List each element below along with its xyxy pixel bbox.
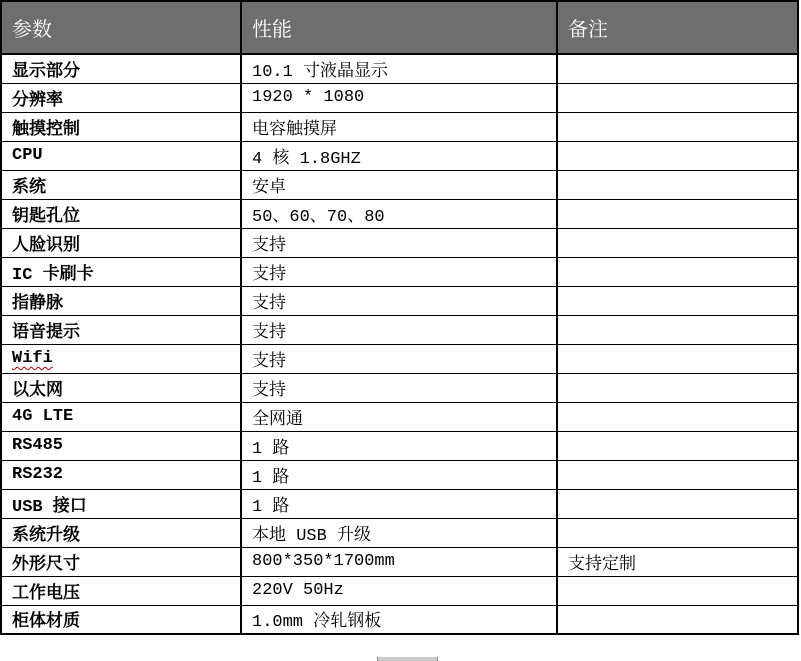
param-cell [1,547,241,576]
note-cell: 支持定制 [557,547,798,576]
table-row [1,199,798,228]
note-cell [557,141,798,170]
table-row [1,141,798,170]
table-row [1,576,798,605]
column-header-value: 性能 [241,1,557,54]
note-cell [557,54,798,83]
param-cell [1,199,241,228]
value-cell: 220V 50Hz [241,576,557,605]
value-cell: 支持 [241,344,557,373]
param-cell [1,373,241,402]
param-label: 触摸控制 [12,120,80,140]
param-label: 以太网 [12,381,63,401]
table-row [1,518,798,547]
value-cell: 4 核 1.8GHZ [241,141,557,170]
table-row [1,373,798,402]
note-cell [557,431,798,460]
value-cell: 安卓 [241,170,557,199]
table-row [1,431,798,460]
param-cell [1,431,241,460]
param-label: 外形尺寸 [12,555,80,575]
value-cell: 本地 USB 升级 [241,518,557,547]
param-cell [1,402,241,431]
param-label: 系统升级 [12,526,80,546]
table-row [1,170,798,199]
param-cell [1,605,241,634]
value-cell: 支持 [241,373,557,402]
param-cell [1,518,241,547]
column-header-note: 备注 [557,1,798,54]
param-label: IC 卡刷卡 [12,265,94,285]
param-cell [1,83,241,112]
column-header-param: 参数 [1,1,241,54]
note-cell [557,199,798,228]
param-label: 4G LTE [12,407,74,426]
table-row [1,83,798,112]
table-row [1,228,798,257]
note-cell [557,518,798,547]
note-cell [557,576,798,605]
value-cell: 支持 [241,315,557,344]
param-label: RS485 [12,436,64,455]
param-label: 指静脉 [12,294,63,314]
note-cell [557,228,798,257]
param-label: 工作电压 [12,584,80,604]
table-row [1,315,798,344]
value-cell: 支持 [241,286,557,315]
note-cell [557,402,798,431]
note-cell [557,344,798,373]
param-cell [1,460,241,489]
table-row [1,460,798,489]
note-cell [557,112,798,141]
param-label: 分辨率 [12,91,63,111]
header-row [1,1,798,54]
table-row [1,257,798,286]
note-cell [557,605,798,634]
value-cell: 800*350*1700mm [241,547,557,576]
param-label: 显示部分 [12,62,80,82]
param-cell [1,576,241,605]
value-cell: 支持 [241,257,557,286]
value-cell: 1.0mm 冷轧钢板 [241,605,557,634]
value-cell: 1920 * 1080 [241,83,557,112]
spec-table-body [1,54,798,634]
param-label: RS232 [12,465,64,484]
param-cell [1,112,241,141]
table-row [1,344,798,373]
param-cell [1,344,241,373]
value-cell: 电容触摸屏 [241,112,557,141]
note-cell [557,460,798,489]
param-label: 柜体材质 [12,613,80,633]
param-label: CPU [12,146,43,165]
param-label: Wifi [12,349,53,368]
spec-table-header [1,1,798,54]
param-cell [1,257,241,286]
note-cell [557,170,798,199]
next-table-fragment [377,657,438,661]
note-cell [557,83,798,112]
note-cell [557,373,798,402]
param-cell [1,315,241,344]
value-cell: 1 路 [241,460,557,489]
table-row [1,605,798,634]
param-label: 钥匙孔位 [12,207,80,227]
value-cell: 支持 [241,228,557,257]
param-cell [1,228,241,257]
param-cell [1,54,241,83]
param-label: USB 接口 [12,497,87,517]
param-label: 系统 [12,178,46,198]
param-label: 人脸识别 [12,236,80,256]
value-cell: 1 路 [241,431,557,460]
param-cell [1,489,241,518]
value-cell: 50、60、70、80 [241,199,557,228]
table-row [1,547,798,576]
value-cell: 全网通 [241,402,557,431]
note-cell [557,257,798,286]
table-row [1,489,798,518]
value-cell: 10.1 寸液晶显示 [241,54,557,83]
param-cell [1,170,241,199]
note-cell [557,489,798,518]
table-row [1,54,798,83]
table-row [1,402,798,431]
note-cell [557,315,798,344]
table-row [1,286,798,315]
value-cell: 1 路 [241,489,557,518]
param-cell [1,286,241,315]
param-label: 语音提示 [12,323,80,343]
param-cell [1,141,241,170]
note-cell [557,286,798,315]
table-row [1,112,798,141]
